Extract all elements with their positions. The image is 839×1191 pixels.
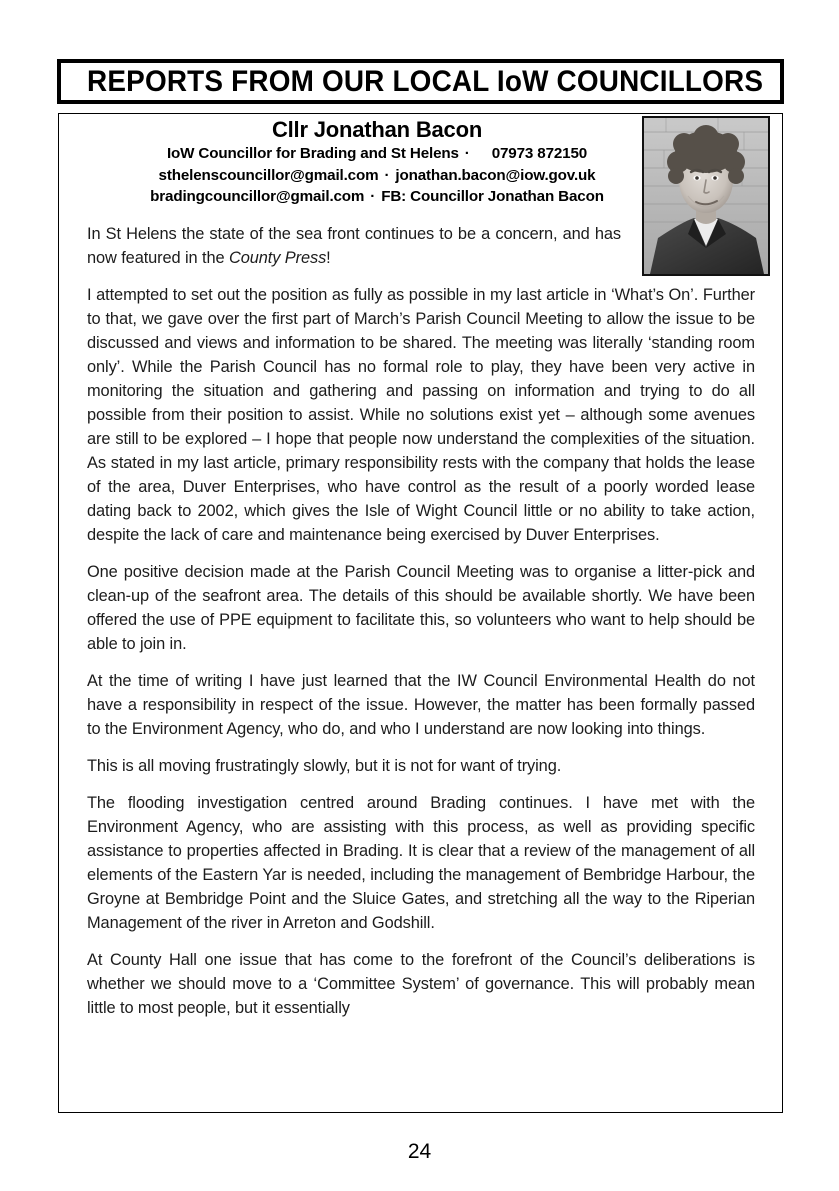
italic-title: County Press	[228, 249, 327, 267]
section-header-banner	[57, 59, 784, 104]
separator-dot-1: ·	[464, 145, 470, 162]
councillor-role: IoW Councillor for Brading and St Helens	[166, 145, 459, 162]
councillor-role-line	[71, 143, 683, 165]
email-sthelens[interactable]: sthelenscouncillor@gmail.com	[158, 166, 379, 184]
separator-dot-2: ·	[384, 166, 390, 184]
article-paragraph: At the time of writing I have just learned that the IW Council Environmental Health do not have a responsibility in respect of the issue. However, the matter has been formally passed to the Environment Agency, who do, and who I understand are now looking into things.	[87, 672, 755, 738]
text-run: In St Helens the state of the sea front continues to be a concern, and has now featured in the	[87, 225, 621, 267]
article-paragraph: The flooding investigation centred around Brading continues. I have met with the Environment Agency, who are assisting with this process, as well as providing specific assistance to properties affected in Brading. It is clear that a review of the management of all elements of the Eastern Yar is needed, including the management of Bembridge Harbour, the Groyne at Bembridge Point and the Sluice Gates, and stretching all the way to the Riperian Management of the river in Arreton and Godshill.	[87, 794, 755, 932]
councillor-phone[interactable]: 07973 872150	[491, 145, 588, 162]
facebook-handle[interactable]: FB: Councillor Jonathan Bacon	[381, 188, 604, 205]
article-paragraph: I attempted to set out the position as fully as possible in my last article in ‘What’s On’. Further to that, we gave over the first part of March’s Parish Council Meeting to allow the issue to be discussed and views and information to be shared. The meeting was literally ‘standing room only’. While the Parish Council has no formal role to play, they have been very active in monitoring the situation and gathering and passing on information and trying to do all possible from their position to assist. While no solutions exist yet – although some avenues are still to be explored – I hope that people now understand the complexities of the situation. As stated in my last article, primary responsibility rests with the company that holds the lease of the area, Duver Enterprises, who have control as the result of a poorly worded lease dating back to 2002, which gives the Isle of Wight Council little or no ability to take action, despite the lack of care and maintenance being exercised by Duver Enterprises.	[87, 286, 755, 544]
article-paragraph: At County Hall one issue that has come to the forefront of the Council’s deliberations is whether we should move to a ‘Committee System’ of governance. This will probably mean little to most people, but it essentially	[87, 951, 755, 1017]
text-run: !	[326, 249, 331, 267]
councillor-email-line-2	[71, 186, 683, 208]
article-frame	[58, 113, 783, 1113]
email-brading[interactable]: bradingcouncillor@gmail.com	[150, 188, 365, 205]
article-paragraph	[87, 222, 621, 270]
article-paragraph: One positive decision made at the Parish Council Meeting was to organise a litter-pick and clean-up of the seafront area. The details of this should be available shortly. We have been offered the use of PPE equipment to facilitate this, so volunteers who want to help should be able to join in.	[87, 563, 755, 653]
email-iow-gov[interactable]: jonathan.bacon@iow.gov.uk	[395, 166, 596, 184]
councillor-masthead	[71, 116, 683, 208]
page-title: REPORTS FROM OUR LOCAL IoW COUNCILLORS	[87, 64, 764, 98]
councillor-email-line-1	[71, 165, 683, 187]
article-body	[87, 222, 755, 1020]
councillor-name: Cllr Jonathan Bacon	[271, 117, 483, 142]
page-number: 24	[407, 1140, 432, 1163]
article-inner	[59, 114, 782, 1112]
separator-dot-3: ·	[370, 188, 376, 205]
article-paragraph: This is all moving frustratingly slowly, but it is not for want of trying.	[87, 757, 562, 775]
